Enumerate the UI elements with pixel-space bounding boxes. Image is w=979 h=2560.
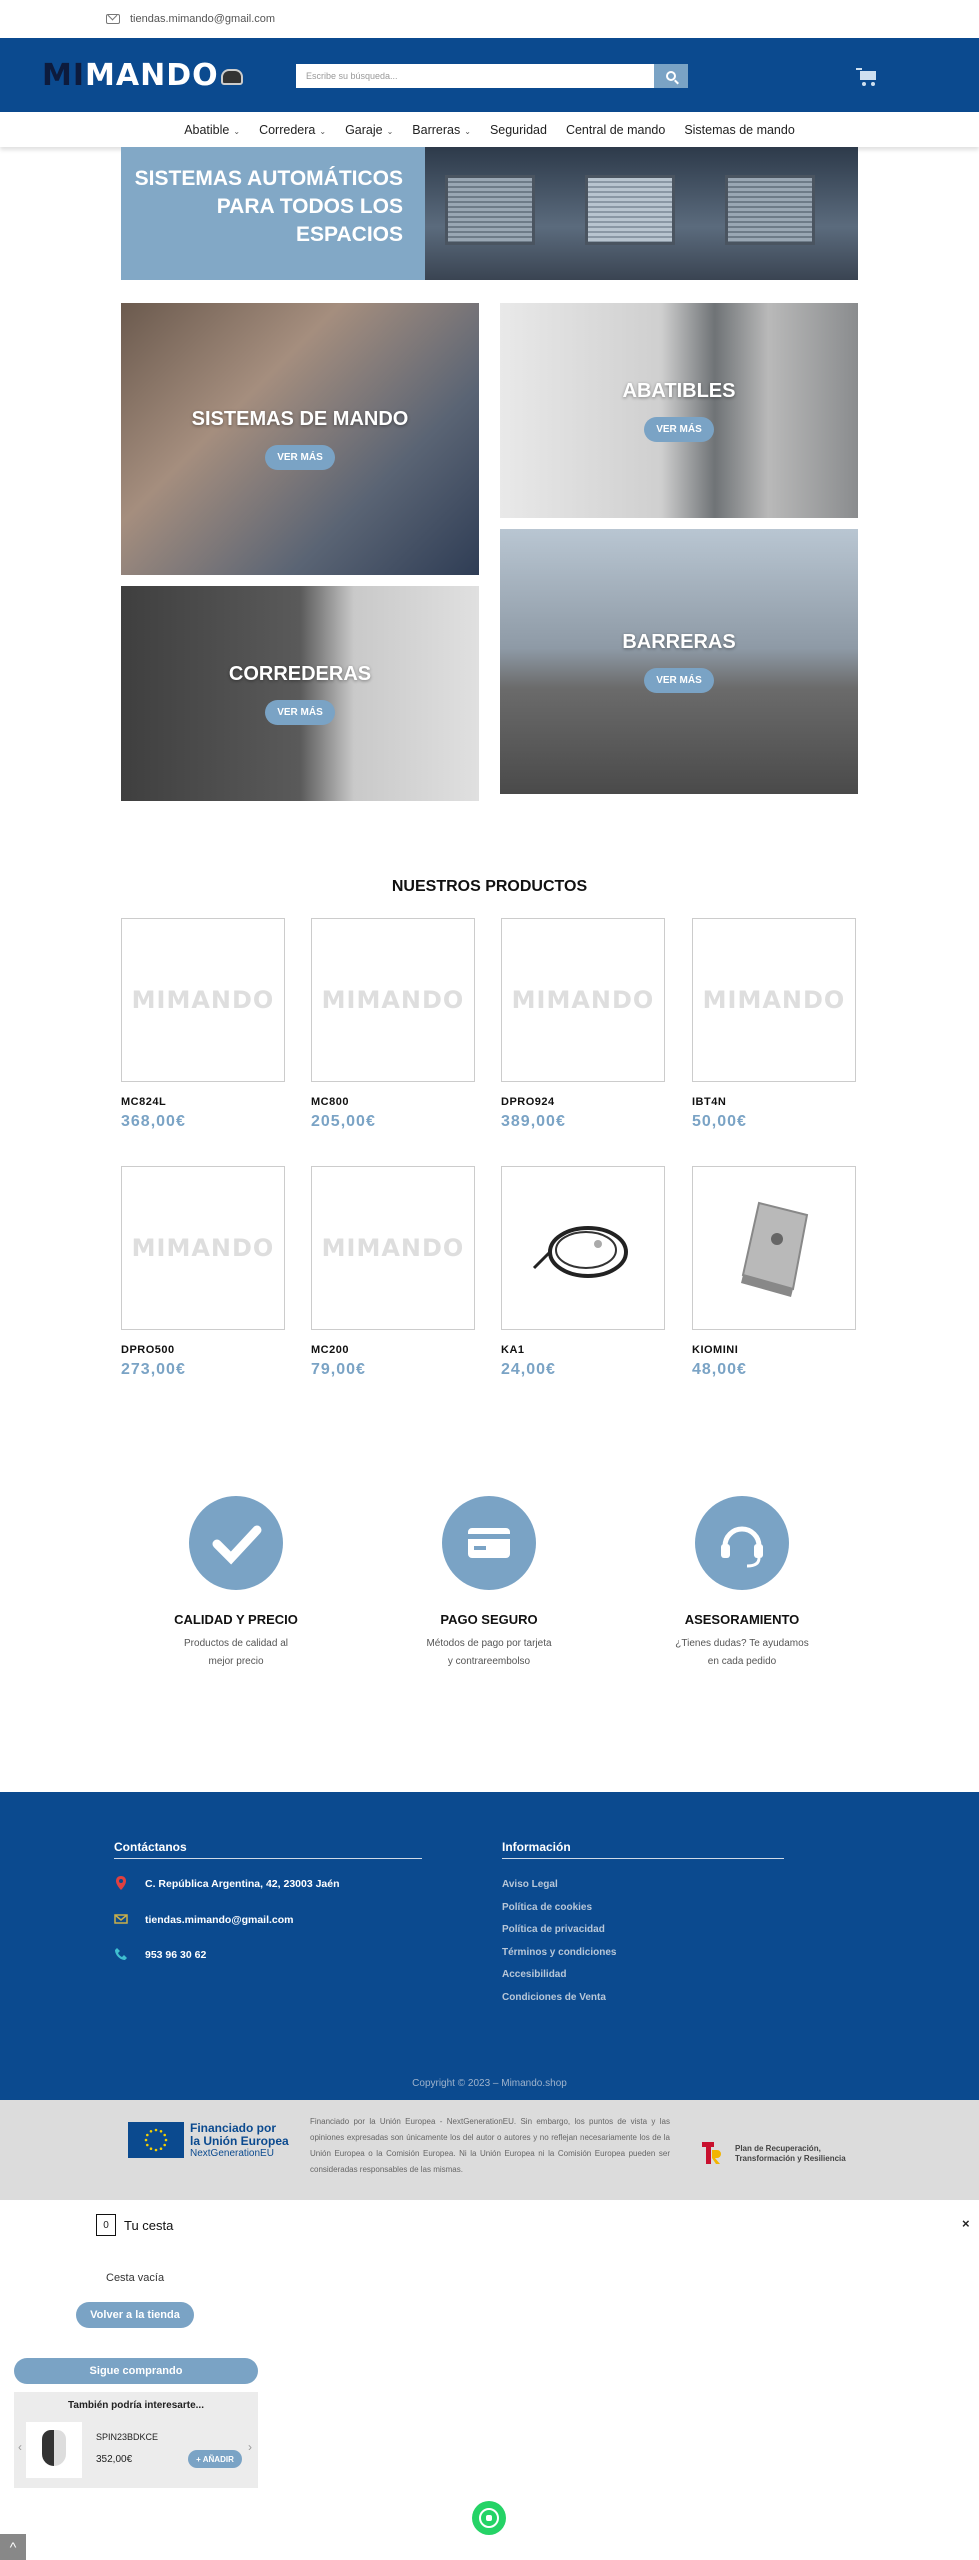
- whatsapp-icon: [479, 2508, 499, 2528]
- product-name[interactable]: MC824L: [121, 1096, 167, 1108]
- product-price: 273,00€: [121, 1361, 186, 1378]
- phone-icon: [114, 1947, 128, 1961]
- envelope-icon: [114, 1912, 128, 1926]
- product-card[interactable]: [692, 918, 856, 1131]
- add-to-cart-button[interactable]: + AÑADIR: [188, 2450, 242, 2468]
- close-icon[interactable]: ×: [962, 2216, 970, 2231]
- nav-item-label: Barreras: [412, 122, 461, 137]
- cart-icon[interactable]: [856, 68, 878, 86]
- product-card[interactable]: [692, 1166, 856, 1379]
- product-card[interactable]: [501, 918, 665, 1131]
- product-image[interactable]: [692, 918, 856, 1082]
- product-name[interactable]: KIOMINI: [692, 1344, 739, 1356]
- ver-mas-button[interactable]: VER MÁS: [265, 445, 335, 470]
- chevron-right-icon[interactable]: ›: [248, 2440, 252, 2454]
- copyright: Copyright © 2023 – Mimando.shop: [412, 2078, 567, 2089]
- category-title: SISTEMAS DE MANDO: [191, 408, 409, 430]
- nav-item-central-de-mando[interactable]: [566, 123, 665, 137]
- category-tile-abatibles[interactable]: [500, 303, 858, 518]
- product-image[interactable]: [121, 918, 285, 1082]
- product-card[interactable]: [121, 918, 285, 1131]
- product-image[interactable]: [501, 918, 665, 1082]
- back-to-store-button[interactable]: Volver a la tienda: [76, 2302, 194, 2328]
- banner-line-2: PARA TODOS LOS: [216, 195, 403, 218]
- feature-block: [126, 1496, 346, 1671]
- credit-card-icon: [442, 1496, 536, 1590]
- nav-item-sistemas-de-mando[interactable]: [684, 123, 794, 137]
- product-price: 389,00€: [501, 1113, 566, 1130]
- product-name[interactable]: MC800: [311, 1096, 349, 1108]
- mail-icon: [106, 14, 120, 24]
- footer-contact-title: Contáctanos: [114, 1840, 187, 1854]
- eu-disclaimer: Financiado por la Unión Europea - NextGenerationEU. Sin embargo, los puntos de vista y las opiniones expresadas son únicamente los del autor o autores y no reflejan necesariamente los de la Unión Europea o la Comisión Europea. Ni la Unión Europea ni la Comisión Europea pueden ser consideradas responsables de las mismas.: [310, 2117, 670, 2174]
- cart-title: Tu cesta: [124, 2218, 174, 2233]
- suggest-title: También podría interesarte...: [68, 2400, 204, 2411]
- category-tile-correderas[interactable]: [121, 586, 479, 801]
- category-title: ABATIBLES: [622, 379, 736, 402]
- product-card[interactable]: [121, 1166, 285, 1379]
- product-price: 205,00€: [311, 1113, 376, 1130]
- search-input[interactable]: [296, 64, 654, 88]
- suggested-product-name[interactable]: SPIN23BDKCE: [96, 2432, 159, 2442]
- footer-link[interactable]: Condiciones de Venta: [502, 1992, 606, 2003]
- footer-link[interactable]: Accesibilidad: [502, 1969, 567, 1981]
- chevron-down-icon: ⌄: [233, 126, 241, 136]
- banner-line-3: ESPACIOS: [296, 223, 403, 246]
- product-image[interactable]: [311, 918, 475, 1082]
- product-image[interactable]: [501, 1166, 665, 1330]
- cable-product-image: [528, 1208, 638, 1288]
- product-price: 79,00€: [311, 1361, 366, 1378]
- footer-phone[interactable]: 953 96 30 62: [145, 1949, 207, 1961]
- product-name[interactable]: IBT4N: [692, 1096, 727, 1108]
- cart-count: 0: [103, 2219, 109, 2231]
- footer-address: C. República Argentina, 42, 23003 Jaén: [145, 1878, 340, 1890]
- recovery-plan-logo-icon: [702, 2140, 722, 2166]
- product-price: 24,00€: [501, 1361, 556, 1378]
- chevron-down-icon: ⌄: [386, 126, 394, 136]
- feature-description: ¿Tienes dudas? Te ayudamos en cada pedido: [675, 1638, 809, 1667]
- keypad-product-image: [729, 1193, 819, 1303]
- feature-title: CALIDAD Y PRECIO: [174, 1612, 298, 1627]
- ver-mas-button[interactable]: VER MÁS: [644, 668, 714, 693]
- footer-link[interactable]: Política de cookies: [502, 1901, 593, 1913]
- product-placeholder-logo: MIMANDO: [321, 1234, 465, 1262]
- banner-garage-doors-image: [425, 147, 858, 280]
- feature-block: [379, 1496, 599, 1671]
- check-icon: [189, 1496, 283, 1590]
- eu-funding-bar: [0, 2100, 979, 2200]
- topbar-email[interactable]: tiendas.mimando@gmail.com: [130, 13, 276, 25]
- recovery-plan-text: Plan de Recuperación, Transformación y Resiliencia: [735, 2144, 846, 2163]
- product-placeholder-logo: MIMANDO: [511, 986, 655, 1014]
- whatsapp-button[interactable]: [472, 2501, 506, 2535]
- feature-block: [632, 1496, 852, 1671]
- search-placeholder: Escribe su búsqueda...: [306, 71, 398, 81]
- product-name[interactable]: DPRO500: [121, 1344, 175, 1356]
- banner-line-1: SISTEMAS AUTOMÁTICOS: [134, 167, 403, 190]
- nav-item-label: Corredera: [259, 122, 316, 137]
- footer-link[interactable]: Política de privacidad: [502, 1924, 605, 1936]
- cart-empty-text: Cesta vacía: [106, 2272, 165, 2284]
- ver-mas-button[interactable]: VER MÁS: [265, 700, 335, 725]
- nav-item-label: Seguridad: [489, 122, 547, 137]
- nav-item-label: Garaje: [345, 122, 383, 137]
- product-name[interactable]: KA1: [501, 1344, 525, 1356]
- feature-title: ASESORAMIENTO: [684, 1612, 800, 1627]
- location-pin-icon: [114, 1876, 128, 1890]
- product-name[interactable]: DPRO924: [501, 1096, 555, 1108]
- footer-info-title: Información: [502, 1840, 571, 1854]
- logo-text-mi: MI: [42, 58, 86, 93]
- footer-link[interactable]: Términos y condiciones: [502, 1946, 617, 1958]
- eu-flag-icon: [128, 2122, 184, 2158]
- eu-subtitle: NextGenerationEU: [190, 2148, 274, 2159]
- chevron-down-icon: ⌄: [464, 126, 471, 136]
- category-title: BARRERAS: [622, 630, 736, 653]
- product-card[interactable]: [311, 918, 475, 1131]
- product-placeholder-logo: MIMANDO: [702, 986, 846, 1014]
- product-price: 48,00€: [692, 1361, 747, 1378]
- car-logo-icon: [221, 69, 243, 85]
- nav-item-label: Abatible: [184, 122, 230, 137]
- main-nav: [0, 112, 979, 147]
- category-title: CORREDERAS: [228, 662, 372, 685]
- hero-banner[interactable]: [121, 147, 858, 280]
- footer: [0, 1792, 979, 2100]
- category-tile-sistemas-de-mando[interactable]: [121, 303, 479, 575]
- nav-item-corredera[interactable]: [259, 123, 326, 137]
- category-tile-barreras[interactable]: [500, 529, 858, 794]
- product-placeholder-logo: MIMANDO: [131, 986, 275, 1014]
- footer-email[interactable]: tiendas.mimando@gmail.com: [145, 1914, 294, 1926]
- logo-text-mando: MANDO: [85, 58, 219, 93]
- site-logo[interactable]: [42, 58, 243, 93]
- product-card[interactable]: [311, 1166, 475, 1379]
- ver-mas-button[interactable]: VER MÁS: [644, 417, 714, 442]
- chevron-left-icon[interactable]: ‹: [18, 2440, 22, 2454]
- product-placeholder-logo: MIMANDO: [321, 986, 465, 1014]
- products-section-title: NUESTROS PRODUCTOS: [391, 878, 588, 895]
- product-image[interactable]: [311, 1166, 475, 1330]
- nav-item-abatible[interactable]: [184, 123, 240, 137]
- scroll-to-top-button[interactable]: ^: [0, 2534, 26, 2560]
- product-image[interactable]: [121, 1166, 285, 1330]
- feature-description: Métodos de pago por tarjeta y contrareembolso: [426, 1638, 552, 1667]
- product-price: 50,00€: [692, 1113, 747, 1130]
- nav-item-label: Central de mando: [565, 122, 666, 137]
- nav-item-seguridad[interactable]: [490, 123, 547, 137]
- nav-item-barreras[interactable]: [412, 123, 471, 137]
- feature-description: Productos de calidad al mejor precio: [184, 1638, 288, 1667]
- top-bar: [0, 0, 979, 38]
- product-placeholder-logo: MIMANDO: [131, 1234, 275, 1262]
- shopping-bag-icon: [96, 2214, 116, 2236]
- eu-title: Financiado por la Unión Europea: [190, 2121, 289, 2148]
- footer-link[interactable]: Aviso Legal: [502, 1879, 558, 1890]
- nav-item-garaje[interactable]: [345, 123, 393, 137]
- product-card[interactable]: [501, 1166, 665, 1379]
- search-button[interactable]: [654, 64, 688, 88]
- headset-icon: [695, 1496, 789, 1590]
- suggested-product-price: 352,00€: [96, 2454, 133, 2465]
- product-image[interactable]: [692, 1166, 856, 1330]
- nav-item-label: Sistemas de mando: [684, 122, 795, 137]
- chevron-down-icon: ⌄: [319, 126, 327, 136]
- header: [0, 38, 979, 112]
- suggested-product-image[interactable]: [26, 2422, 82, 2478]
- continue-shopping-button[interactable]: Sigue comprando: [14, 2358, 258, 2384]
- product-price: 368,00€: [121, 1113, 186, 1130]
- banner-text: [121, 165, 403, 249]
- feature-title: PAGO SEGURO: [440, 1612, 538, 1627]
- product-name[interactable]: MC200: [311, 1344, 349, 1356]
- search-icon: [666, 71, 676, 81]
- suggested-products: [14, 2392, 258, 2488]
